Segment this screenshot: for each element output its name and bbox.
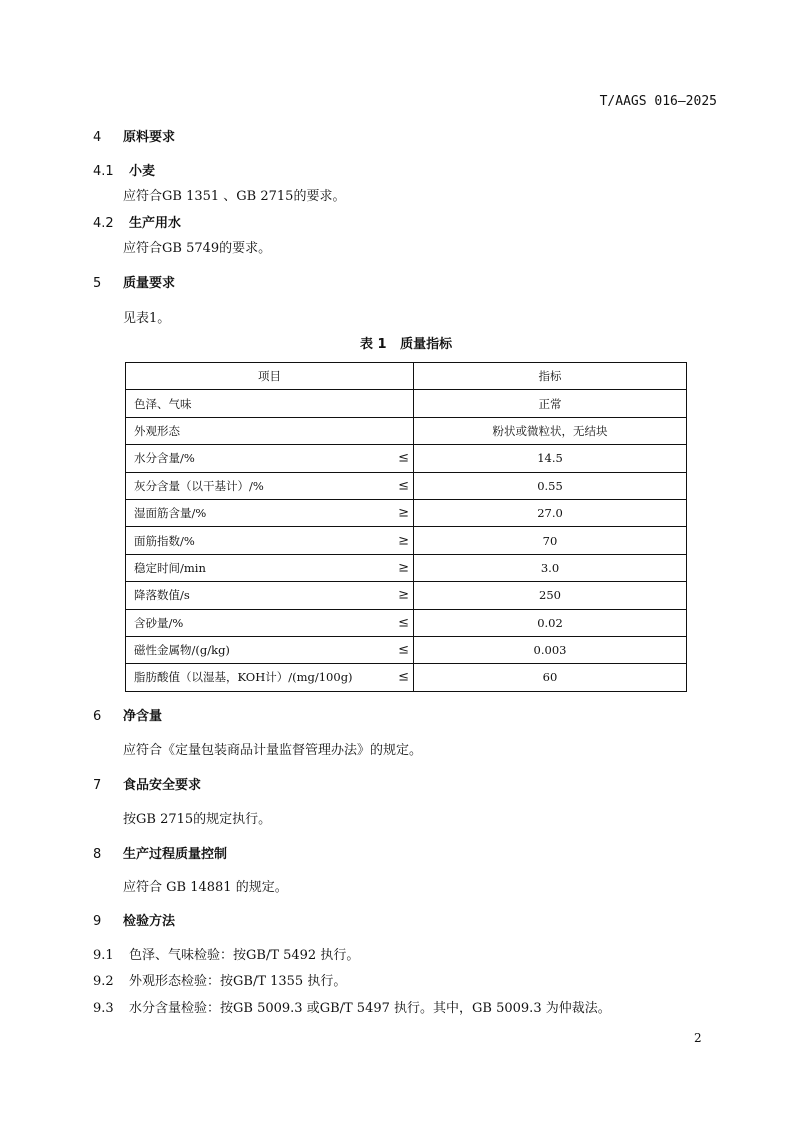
row-item-label: 色泽、气味 xyxy=(134,396,192,411)
section-5-heading: 5 质量要求 xyxy=(93,276,176,291)
row-item xyxy=(126,609,414,636)
document-code: T/AAGS 016—2025 xyxy=(599,94,717,109)
section-5-text: 见表1。 xyxy=(123,311,171,326)
header-item: 项目 xyxy=(126,363,414,390)
row-item xyxy=(126,499,414,526)
section-8-text: 应符合 GB 14881 的规定。 xyxy=(123,880,288,895)
row-value: 14.5 xyxy=(414,445,687,472)
section-4-1-text: 应符合GB 1351 、GB 2715的要求。 xyxy=(123,189,346,204)
table-row xyxy=(126,499,687,526)
row-value: 250 xyxy=(414,582,687,609)
row-value: 3.0 xyxy=(414,554,687,581)
row-comparator: ≤ xyxy=(398,642,409,658)
section-6-heading: 6 净含量 xyxy=(93,709,163,724)
row-item-label: 灰分含量（以干基计）/% xyxy=(134,478,264,493)
row-value: 正常 xyxy=(414,390,687,417)
table-caption: 表 1 质量指标 xyxy=(360,337,453,352)
row-item-label: 面筋指数/% xyxy=(134,533,195,548)
section-4-1-heading: 4.1 小麦 xyxy=(93,164,156,179)
quality-table xyxy=(125,362,687,692)
row-value: 0.003 xyxy=(414,636,687,663)
table-header-row xyxy=(126,363,687,390)
row-comparator: ≤ xyxy=(398,669,409,685)
section-7-text: 按GB 2715的规定执行。 xyxy=(123,812,272,827)
table-row xyxy=(126,445,687,472)
row-value: 27.0 xyxy=(414,499,687,526)
section-4-2-text: 应符合GB 5749的要求。 xyxy=(123,241,272,256)
section-7-heading: 7 食品安全要求 xyxy=(93,778,202,793)
row-item xyxy=(126,472,414,499)
row-item xyxy=(126,417,414,444)
table-row xyxy=(126,554,687,581)
section-9-3: 9.3 水分含量检验：按GB 5009.3 或GB/T 5497 执行。其中，GB 5009.3 为仲裁法。 xyxy=(93,1001,611,1016)
row-value: 粉状或微粒状，无结块 xyxy=(414,417,687,444)
row-item xyxy=(126,445,414,472)
table-row xyxy=(126,636,687,663)
page-number: 2 xyxy=(694,1031,702,1045)
row-item xyxy=(126,554,414,581)
row-value: 0.55 xyxy=(414,472,687,499)
row-item-label: 水分含量/% xyxy=(134,451,195,466)
row-value: 0.02 xyxy=(414,609,687,636)
row-item-label: 含砂量/% xyxy=(134,615,184,630)
section-8-heading: 8 生产过程质量控制 xyxy=(93,847,228,862)
table-row xyxy=(126,472,687,499)
row-comparator: ≤ xyxy=(398,615,409,631)
row-comparator: ≥ xyxy=(398,505,409,521)
row-comparator: ≤ xyxy=(398,478,409,494)
section-9-heading: 9 检验方法 xyxy=(93,914,176,929)
table-row xyxy=(126,390,687,417)
table-row xyxy=(126,417,687,444)
row-item-label: 湿面筋含量/% xyxy=(134,506,207,521)
row-value: 60 xyxy=(414,664,687,691)
row-item xyxy=(126,527,414,554)
section-4-2-heading: 4.2 生产用水 xyxy=(93,216,182,231)
row-comparator: ≥ xyxy=(398,560,409,576)
row-comparator: ≥ xyxy=(398,533,409,549)
table-row xyxy=(126,664,687,691)
table-row xyxy=(126,582,687,609)
row-item xyxy=(126,390,414,417)
row-item-label: 外观形态 xyxy=(134,423,180,438)
table-row xyxy=(126,609,687,636)
row-comparator: ≤ xyxy=(398,450,409,466)
row-item-label: 降落数值/s xyxy=(134,588,190,603)
row-item-label: 脂肪酸值（以湿基，KOH计）/(mg/100g) xyxy=(134,670,353,685)
row-item xyxy=(126,636,414,663)
section-9-2: 9.2 外观形态检验：按GB/T 1355 执行。 xyxy=(93,974,347,989)
section-6-text: 应符合《定量包装商品计量监督管理办法》的规定。 xyxy=(123,743,423,758)
section-4-heading: 4 原料要求 xyxy=(93,130,176,145)
table-row xyxy=(126,527,687,554)
row-comparator: ≥ xyxy=(398,587,409,603)
row-value: 70 xyxy=(414,527,687,554)
row-item xyxy=(126,664,414,691)
row-item xyxy=(126,582,414,609)
section-9-1: 9.1 色泽、气味检验：按GB/T 5492 执行。 xyxy=(93,948,360,963)
header-value: 指标 xyxy=(414,363,687,390)
row-item-label: 稳定时间/min xyxy=(134,560,206,575)
row-item-label: 磁性金属物/(g/kg) xyxy=(134,643,230,658)
